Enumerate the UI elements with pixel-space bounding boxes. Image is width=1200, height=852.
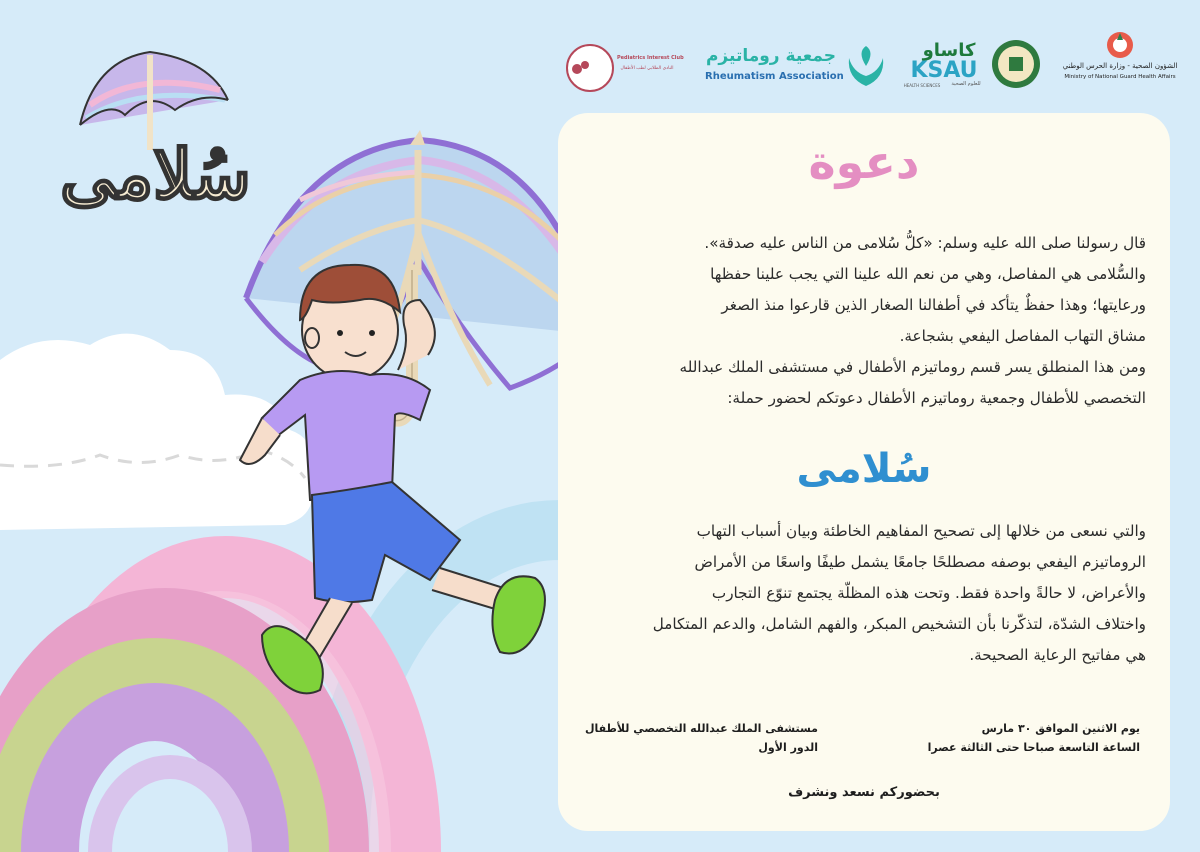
paragraph-line: والسُّلامى هي المفاصل، وهي من نعم الله علينا التي يجب علينا حفظها	[710, 265, 1146, 283]
ministry-logo: الشؤون الصحية - وزارة الحرس الوطني Ministry of National Guard Health Affairs	[1060, 30, 1180, 95]
paragraph-line: ورعايتها؛ وهذا حفظٌ يتأكد في أطفالنا الصغار الذين قارعوا منذ الصغر	[721, 296, 1146, 314]
ministry-emblem-icon	[1105, 30, 1135, 60]
umbrella-icon	[246, 130, 598, 421]
campaign-logo-text: سُلامى	[60, 135, 251, 215]
ksau-seal-icon	[990, 38, 1042, 90]
event-floor: الدور الأول	[758, 741, 818, 754]
pediatrics-club-logo: Pediatrics Interest Club النادي الطلابي لطب الأطفال	[565, 43, 615, 93]
event-hours: الساعة التاسعة صباحا حتى الثالثة عصرا	[927, 741, 1140, 754]
invitation-card	[558, 113, 1170, 831]
event-time	[928, 719, 1140, 757]
event-date: يوم الاثنين الموافق ٣٠ مارس	[981, 722, 1140, 735]
invitation-paragraph-1	[571, 228, 1146, 414]
paragraph-line: ومن هذا المنطلق يسر قسم روماتيزم الأطفال في مستشفى الملك عبدالله	[679, 358, 1146, 376]
paragraph-line: هي مفاتيح الرعاية الصحيحة.	[969, 646, 1146, 664]
invitation-paragraph-2	[571, 516, 1146, 671]
paragraph-line: والتي نسعى من خلالها إلى تصحيح المفاهيم الخاطئة وبيان أسباب التهاب	[696, 522, 1146, 540]
event-venue: مستشفى الملك عبدالله التخصصي للأطفال	[584, 722, 818, 735]
paragraph-line: التخصصي للأطفال وجمعية روماتيزم الأطفال دعوتكم لحضور حملة:	[727, 389, 1146, 407]
invitation-title: دعوة	[808, 135, 920, 189]
paragraph-line: الروماتيزم اليفعي بوصفه مصطلحًا جامعًا يشمل طيفًا واسعًا من الأمراض	[694, 553, 1146, 571]
paragraph-line: واختلاف الشدّة، لتذكّرنا بأن التشخيص المبكر، والفهم الشامل، والدعم المتكامل	[652, 615, 1146, 633]
paragraph-line: قال رسولنا صلى الله عليه وسلم: «كلُّ سُلامى من الناس عليه صدقة».	[704, 234, 1146, 252]
club-emblem-icon	[565, 43, 615, 93]
event-location	[585, 719, 818, 757]
ksau-logo: كاساو KSAU HEALTH SCIENCES للعلوم الصحية	[903, 40, 981, 88]
campaign-name: سُلامى	[796, 446, 932, 492]
paragraph-line: مشاق التهاب المفاصل اليفعي بشجاعة.	[899, 327, 1146, 345]
rheumatism-hands-icon	[843, 38, 889, 88]
paragraph-line: والأعراض، لا حالةً واحدة فقط. وتحت هذه المظلّة يجتمع تنوّع التجارب	[711, 584, 1146, 602]
rheumatism-association-logo: جمعية روماتيزم Rheumatism Association	[705, 38, 890, 90]
ksau-seal-logo	[990, 38, 1042, 90]
closing-line: بحضوركم نسعد ونشرف	[788, 785, 940, 800]
